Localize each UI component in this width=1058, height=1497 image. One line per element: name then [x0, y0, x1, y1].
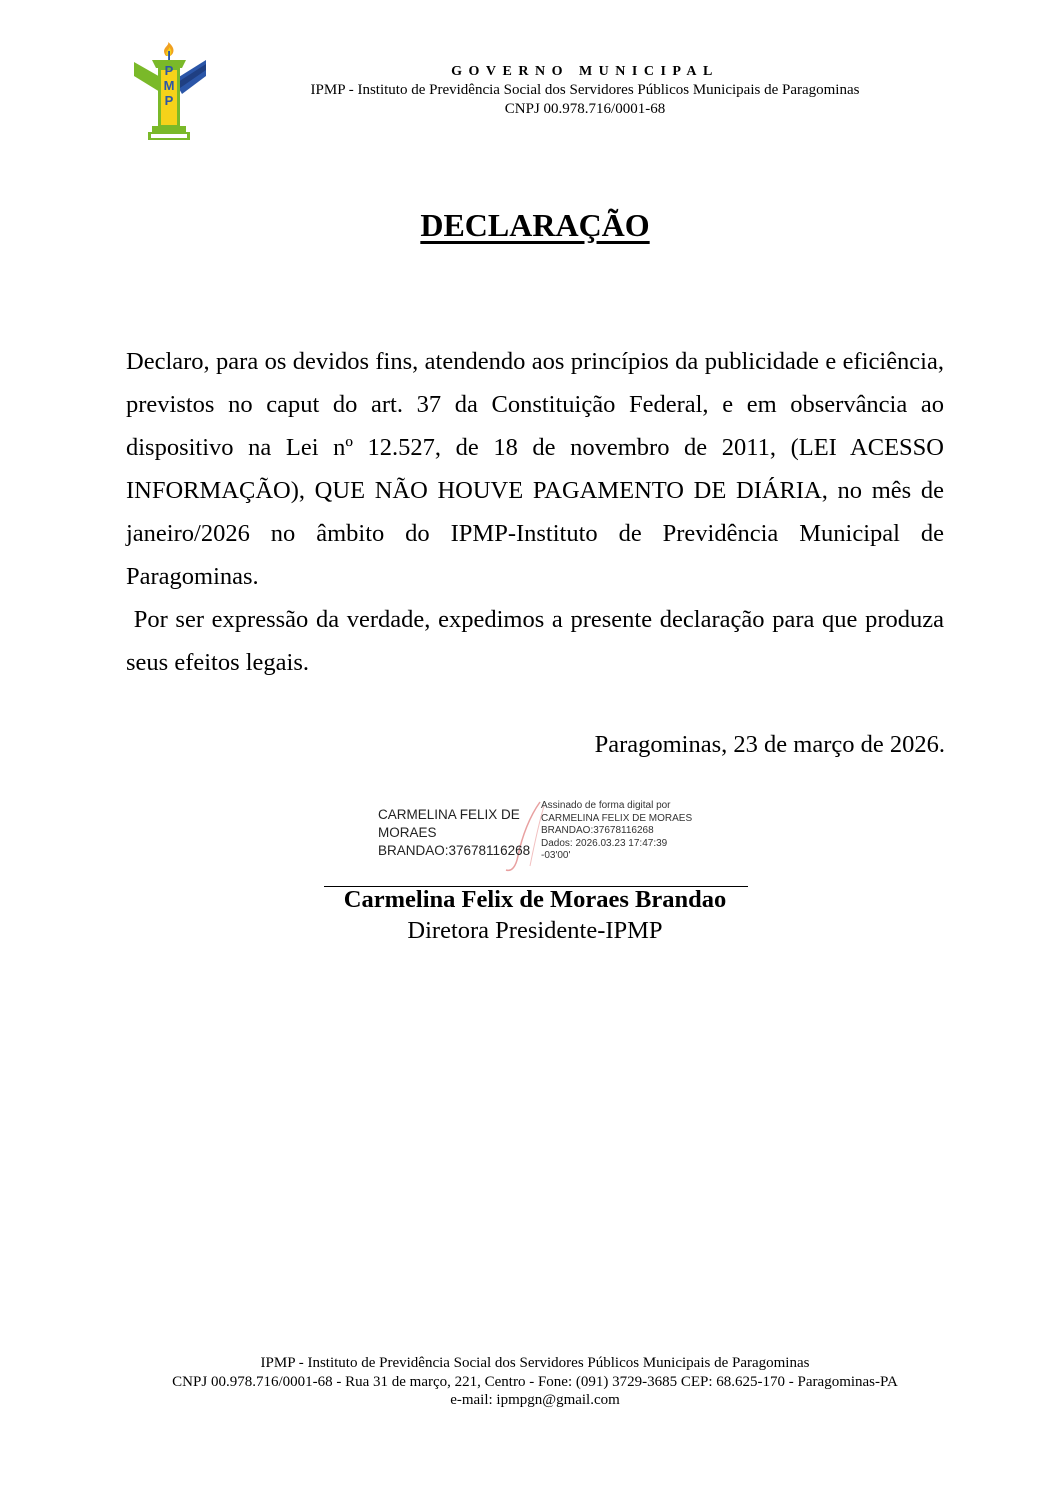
header-government: GOVERNO MUNICIPAL — [451, 64, 719, 79]
footer-email: e-mail: ipmpgn@gmail.com — [450, 1392, 620, 1408]
digital-signature-details — [541, 800, 721, 863]
header-institute: IPMP - Instituto de Previdência Social dos Servidores Públicos Municipais de Paragominas — [310, 82, 860, 98]
signer-name-line: BRANDAO:37678116268 — [378, 843, 531, 858]
declaration-paragraph: Declaro, para os devidos fins, atendendo aos princípios da publicidade e eficiência, previstos no caput do art. 37 da Constituição Federal, e em observância ao dispositivo na Lei nº 12.527, de 18 de novembro de 2011, (LEI ACESSO INFORMAÇÃO), QUE NÃO HOUVE PAGAMENTO DE DIÁRIA, no mês de janeiro/2026 no âmbito do IPMP-Instituto de Previdência Municipal de Paragominas. — [126, 348, 944, 590]
signer-name-line: MORAES — [378, 825, 437, 840]
signature-detail-line: Assinado de forma digital por — [541, 800, 671, 811]
signature-detail-line: CARMELINA FELIX DE MORAES — [541, 812, 693, 824]
signature-detail-line: Dados: 2026.03.23 17:47:39 — [541, 837, 668, 849]
document-date: Paragominas, 23 de março de 2026. — [594, 731, 945, 758]
footer-address: CNPJ 00.978.716/0001-68 - Rua 31 de março, 221, Centro - Fone: (091) 3729-3685 CEP: 68.625-170 - Paragominas-PA — [172, 1374, 898, 1390]
signature-detail-line: -03'00' — [541, 850, 571, 862]
document-body — [126, 340, 951, 684]
closing-paragraph: Por ser expressão da verdade, expedimos a presente declaração para que produza seus efeitos legais. — [126, 606, 951, 676]
signature-detail-line: BRANDAO:37678116268 — [541, 825, 654, 837]
footer-institute: IPMP - Instituto de Previdência Social dos Servidores Públicos Municipais de Paragominas — [260, 1355, 810, 1371]
digital-signature-name — [378, 806, 531, 860]
document-title: DECLARAÇÃO — [420, 207, 650, 243]
ipmp-logo — [130, 42, 210, 142]
signer-name-line: CARMELINA FELIX DE — [378, 807, 520, 822]
signer-name: Carmelina Felix de Moraes Brandao — [343, 886, 727, 913]
signer-role: Diretora Presidente-IPMP — [407, 917, 663, 944]
header-cnpj: CNPJ 00.978.716/0001-68 — [504, 101, 666, 117]
logo-text: IPMP — [161, 48, 177, 108]
